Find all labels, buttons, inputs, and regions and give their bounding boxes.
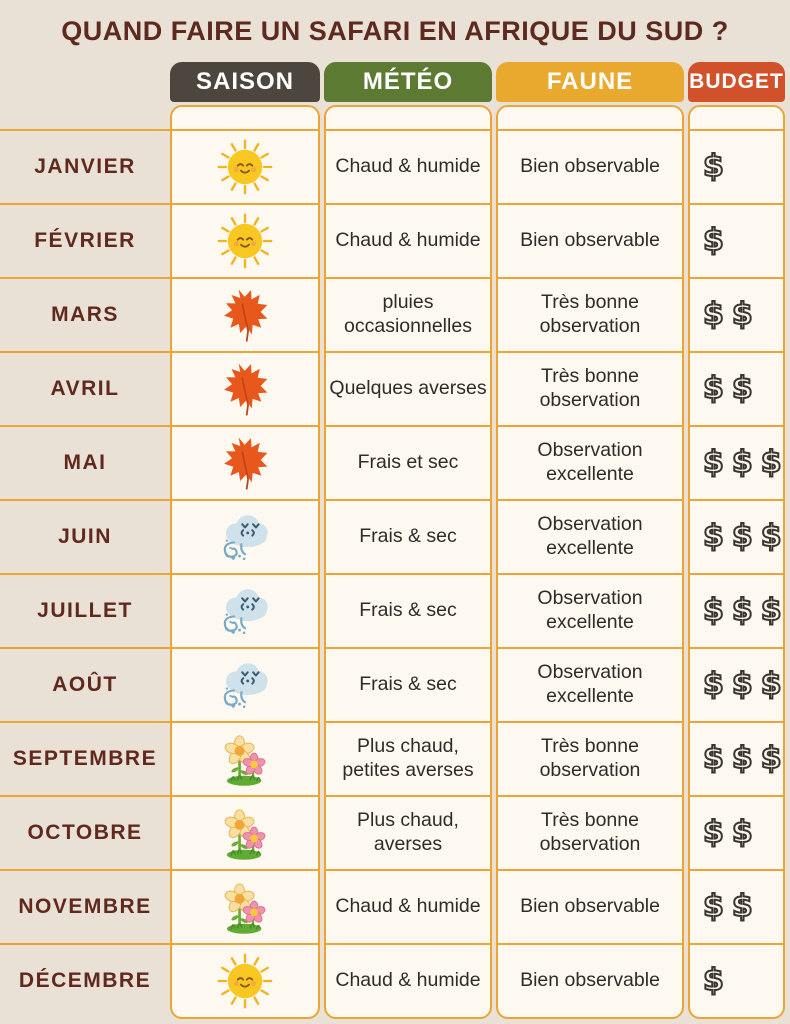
- column-header-saison: [170, 62, 320, 102]
- budget-cell: $$: [690, 869, 783, 943]
- faune-cell: Observation excellente: [498, 499, 682, 573]
- month-label: AOÛT: [0, 647, 170, 721]
- meteo-cell: Frais et sec: [326, 425, 490, 499]
- budget-cell: $$$: [690, 647, 783, 721]
- budget-cell: $$$: [690, 425, 783, 499]
- season-cell: [172, 203, 318, 277]
- faune-cell: Observation excellente: [498, 425, 682, 499]
- month-label: OCTOBRE: [0, 795, 170, 869]
- meteo-cell: Plus chaud, averses: [326, 795, 490, 869]
- column-header-label: FAUNE: [546, 68, 634, 95]
- month-label: MARS: [0, 277, 170, 351]
- meteo-cell: Chaud & humide: [326, 943, 490, 1017]
- month-label: NOVEMBRE: [0, 869, 170, 943]
- season-cell: [172, 277, 318, 351]
- budget-cell: $$$: [690, 499, 783, 573]
- meteo-cell: Chaud & humide: [326, 129, 490, 203]
- season-cell: [172, 573, 318, 647]
- safari-table: [0, 62, 790, 1019]
- column-budget: [688, 62, 790, 1019]
- season-cell: [172, 499, 318, 573]
- meteo-cell: Frais & sec: [326, 573, 490, 647]
- meteo-cell: Plus chaud, petites averses: [326, 721, 490, 795]
- meteo-cell: pluies occasionnelles: [326, 277, 490, 351]
- month-label: DÉCEMBRE: [0, 943, 170, 1017]
- season-cell: [172, 351, 318, 425]
- season-cell: [172, 869, 318, 943]
- meteo-card: [324, 105, 492, 1019]
- season-cell: [172, 647, 318, 721]
- faune-cell: Bien observable: [498, 203, 682, 277]
- faune-cell: Très bonne observation: [498, 795, 682, 869]
- season-cell: [172, 795, 318, 869]
- column-header-meteo: [324, 62, 492, 102]
- meteo-cell: Quelques averses: [326, 351, 490, 425]
- budget-cell: $$$: [690, 573, 783, 647]
- budget-cell: $: [690, 203, 783, 277]
- column-faune: [496, 62, 684, 1019]
- sun-icon: [216, 212, 274, 270]
- column-header-faune: [496, 62, 684, 102]
- column-header-label: MÉTÉO: [362, 68, 454, 95]
- empty-strip: [172, 107, 318, 129]
- wind-cloud-icon: [216, 656, 274, 714]
- faune-cell: Observation excellente: [498, 647, 682, 721]
- month-label: FÉVRIER: [0, 203, 170, 277]
- budget-card: [688, 105, 790, 1019]
- autumn-leaf-icon: [216, 286, 274, 344]
- column-header-budget: [688, 62, 785, 102]
- month-label: SEPTEMBRE: [0, 721, 170, 795]
- saison-card: [170, 105, 320, 1019]
- faune-cell: Bien observable: [498, 869, 682, 943]
- column-header-label: SAISON: [195, 68, 294, 95]
- month-label: JUIN: [0, 499, 170, 573]
- month-label: JANVIER: [0, 129, 170, 203]
- column-saison: [170, 62, 320, 1019]
- flowers-icon: [216, 804, 274, 862]
- page-title: QUAND FAIRE UN SAFARI EN AFRIQUE DU SUD ?: [61, 15, 729, 46]
- month-label: AVRIL: [0, 351, 170, 425]
- faune-cell: Très bonne observation: [498, 351, 682, 425]
- season-cell: [172, 425, 318, 499]
- budget-cell: $: [690, 129, 783, 203]
- flowers-icon: [216, 878, 274, 936]
- season-cell: [172, 721, 318, 795]
- meteo-cell: Chaud & humide: [326, 869, 490, 943]
- month-label: JUILLET: [0, 573, 170, 647]
- meteo-cell: Frais & sec: [326, 499, 490, 573]
- budget-cell: $: [690, 943, 783, 1017]
- empty-strip: [690, 107, 783, 129]
- meteo-cell: Frais & sec: [326, 647, 490, 721]
- faune-cell: Observation excellente: [498, 573, 682, 647]
- autumn-leaf-icon: [216, 360, 274, 418]
- month-column: [0, 129, 170, 1017]
- budget-cell: $$: [690, 277, 783, 351]
- column-header-label: BUDGET: [689, 70, 784, 93]
- sun-icon: [216, 952, 274, 1010]
- month-label: MAI: [0, 425, 170, 499]
- flowers-icon: [216, 730, 274, 788]
- budget-cell: $$$: [690, 721, 783, 795]
- column-meteo: [324, 62, 492, 1019]
- season-cell: [172, 943, 318, 1017]
- empty-strip: [498, 107, 682, 129]
- season-cell: [172, 129, 318, 203]
- empty-strip: [326, 107, 490, 129]
- faune-card: [496, 105, 684, 1019]
- wind-cloud-icon: [216, 582, 274, 640]
- autumn-leaf-icon: [216, 434, 274, 492]
- meteo-cell: Chaud & humide: [326, 203, 490, 277]
- faune-cell: Bien observable: [498, 943, 682, 1017]
- faune-cell: Très bonne observation: [498, 721, 682, 795]
- wind-cloud-icon: [216, 508, 274, 566]
- budget-cell: $$: [690, 795, 783, 869]
- budget-cell: $$: [690, 351, 783, 425]
- sun-icon: [216, 138, 274, 196]
- faune-cell: Bien observable: [498, 129, 682, 203]
- faune-cell: Très bonne observation: [498, 277, 682, 351]
